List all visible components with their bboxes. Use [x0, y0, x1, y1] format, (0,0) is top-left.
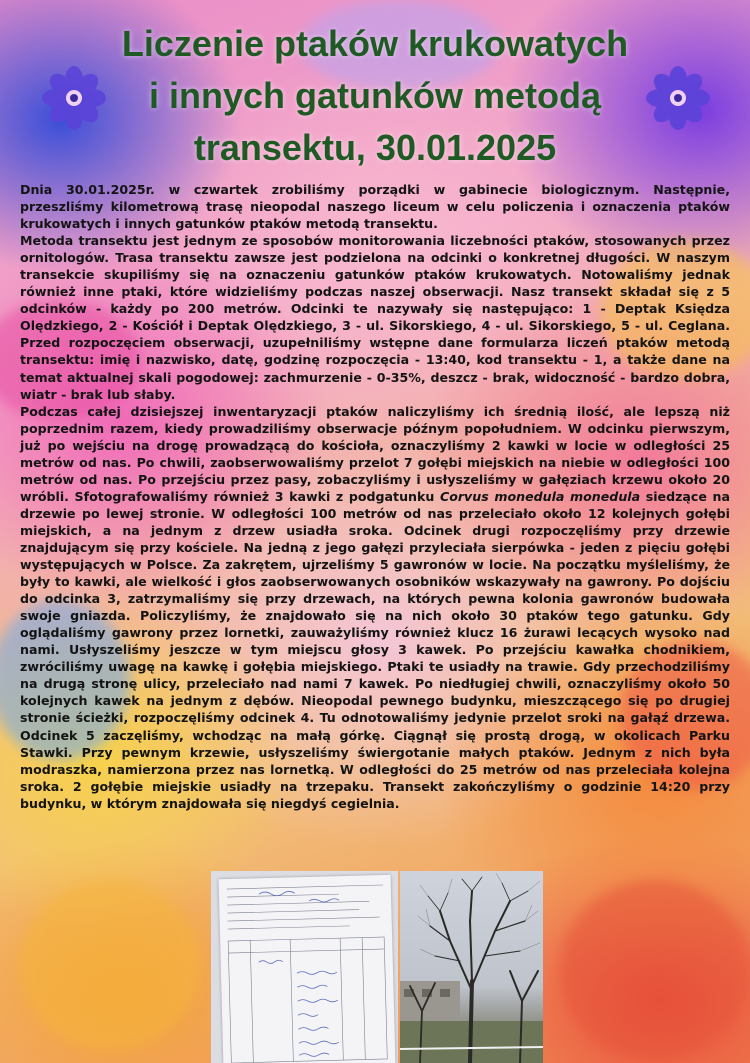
paint-splash [560, 880, 750, 1060]
page-title [60, 18, 690, 174]
trees-illustration [400, 871, 543, 1063]
paragraph-text: Podczas całej dzisiejszej inwentaryzacji ptaków naliczyliśmy ich średnią ilość, ale lepszą niż poprzednim razem, kiedy prowadziliśmy obserwacje późnym popołudniem. W odcinku pierwszym, już po wejściu na drogę prowadzącą do kościoła, oznaczyliśmy 2 kawki w locie w odległości 25 metrów od nas. Po chwili, zaobserwowaliśmy przelot 7 gołębi miejskich na niebie w odległości 100 metrów od nas. Po przejściu przez pasy, zobaczyliśmy i usłyszeliśmy w gałęziach krzewu około 20 wróbli. Sfotografowaliśmy również 3 kawki z podgatunku [20, 403, 730, 504]
article-body [20, 181, 730, 812]
paint-splash [20, 880, 200, 1050]
paragraph [20, 403, 730, 812]
observation-form-photo [211, 871, 398, 1063]
paragraph: Dnia 30.01.2025r. w czwartek zrobiliśmy porządki w gabinecie biologicznym. Następnie, przeszliśmy kilometrową trasę nieopodal naszego liceum w celu policzenia i oznaczenia ptaków krukowatych i innych gatunków ptaków metodą transektu. [20, 182, 730, 232]
title-line: Liczenie ptaków krukowatych [121, 23, 629, 64]
paragraph: Metoda transektu jest jednym ze sposobów monitorowania liczebności ptaków, stosowanych przez ornitologów. Trasa transektu zawsze jest podzielona na odcinki o konkretnej długości. W naszym transekcie skupiliśmy się na oznaczeniu gatunków ptaków krukowatych. Notowaliśmy jednak również inne ptaki, które widzieliśmy podczas naszej obserwacji. Nasz transekt składał się z 5 odcinków - każdy po 200 metrów. Odcinki te nazywały się następująco: 1 - Deptak Księdza Olędzkiego, 2 - Kościół i Deptak Olędzkiego, 3 - ul. Sikorskiego, 4 - ul. Sikorskiego, 5 - ul. Ceglana. Przed rozpoczęciem obserwacji, uzupełniliśmy wstępne dane formularza liczeń ptaków metodą transektu: imię i nazwisko, datę, godzinę rozpoczęcia - 13:40, kod transektu - 1, a także dane na temat aktualnej skali pogodowej: zachmurzenie - 0-35%, deszcz - brak, widoczność - bardzo dobra, wiatr - brak lub słaby. [20, 233, 730, 402]
photo-strip [211, 871, 543, 1063]
trees-photo [400, 871, 543, 1063]
form-sheet [219, 875, 396, 1063]
title-line: transektu, 30.01.2025 [193, 127, 557, 168]
species-name: Corvus monedula monedula [439, 488, 641, 504]
paragraph-text: siedzące na drzewie po lewej stronie. W odległości 100 metrów od nas przeleciało około 12 kolejnych gołębi miejskich, a na jednym z drzew usiadła sroka. Odcinek drugi rozpoczęliśmy przy drzewie znajdującym się przy kościele. Na jedną z jego gałęzi przyleciała sierpówka - jeden z pięciu gołębi występujących w Polsce. Za zakrętem, ujrzeliśmy 5 gawronów w locie. Na początku myśleliśmy, że były to kawki, ale wielkość i głos zaobserwowanych osobników wskazywały na gawrony. Po dojściu do odcinka 3, zatrzymaliśmy się przy drzewach, na których pewna kolonia gawronów budowała swoje gniazda. Policzyliśmy, że znajdowało się na nich około 30 ptaków tego gatunku. Gdy oglądaliśmy gawrony przez lornetki, zauważyliśmy również klucz 16 żurawi lecących wysoko nad nami. Usłyszeliśmy jeszcze w tym miejscu głosy 3 kawek. Po przejściu kawałka chodnikiem, zwróciliśmy uwagę na kawkę i gołębia miejskiego. Ptaki te usiadły na trawie. Gdy przechodziliśmy na drugą stronę ulicy, przeleciało nad nami 7 kawek. Po niedługiej chwili, oznaczyliśmy około 50 kolejnych kawek na jednym z dębów. Nieopodal pewnego budynku, mieszczącego się po drugiej stronie ścieżki, rozpoczęliśmy odcinek 4. Tu odnotowaliśmy jedynie przelot sroki na gałąź drzewa. Odcinek 5 zaczęliśmy, wchodząc na małą górkę. Ciągnął się prostą drogą, w okolicach Parku Stawki. Przy pewnym krzewie, usłyszeliśmy świergotanie małych ptaków. Jednym z nich była modraszka, namierzona przez nas lornetką. W odległości do 25 metrów od nas przeleciała kolejna sroka. 2 gołębie miejskie usiadły na trzepaku. Transekt zakończyliśmy o godzinie 14:20 przy budynku, w którym znajdowała się niegdyś cegielnia. [20, 488, 730, 811]
form-lines [219, 875, 396, 1063]
title-line: i innych gatunków metodą [148, 75, 602, 116]
